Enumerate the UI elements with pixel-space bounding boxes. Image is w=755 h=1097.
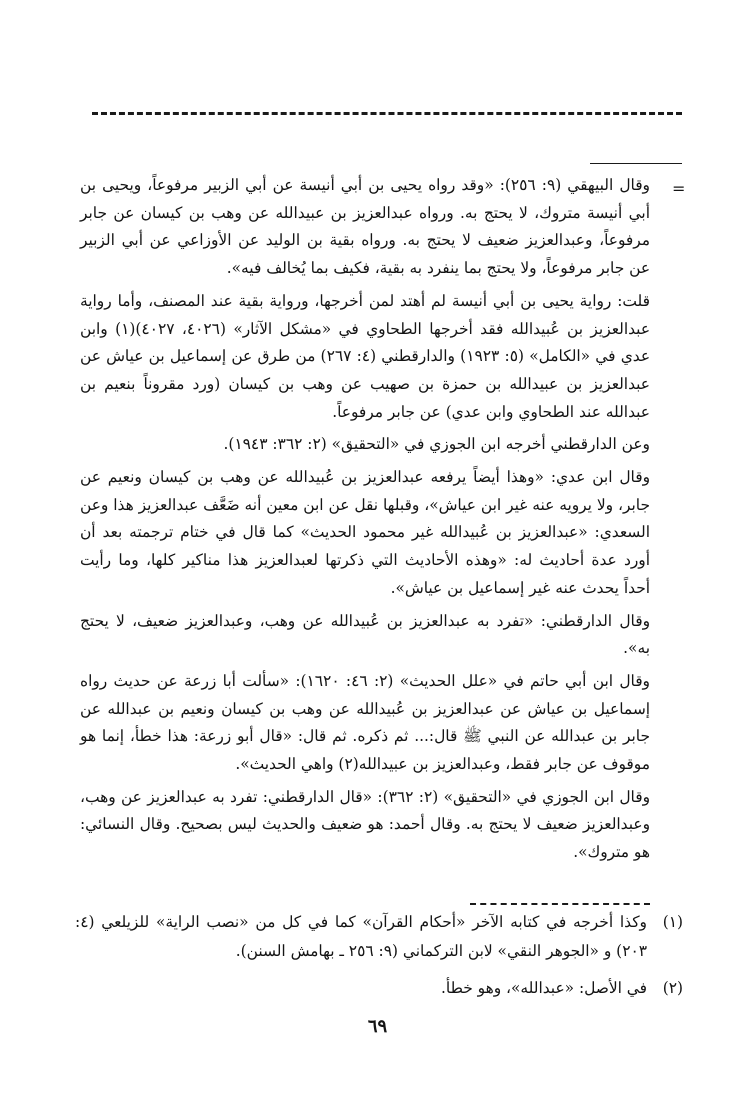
footnote-text: وكذا أخرجه في كتابه الآخر «أحكام القرآن» كما في كل من «نصب الراية» للزيلعي (٤: ٢٠٣) و «الجوهر النقي» لابن التركماني (٩: ٢٥٦ ـ بهامش السنن). — [75, 913, 647, 960]
paragraph: قلت: رواية يحيى بن أبي أنيسة لم أهتد لمن أخرجها، ورواية بقية عند المصنف، وأما رواية عبدالعزيز بن عُبيدالله فقد أخرجها الطحاوي في «مشكل الآثار» (٤٠٢٦، ٤٠٢٧)(١) وابن عدي في «الكامل» (٥: ١٩٢٣) والدارقطني (٤: ٢٦٧) من طرق عن إسماعيل بن عياش عن عبدالعزيز بن عبيدالله بن حمزة بن صهيب عن وهب بن كيسان (ورد مقروناً بنعيم بن عبدالله عند الطحاوي وابن عدي) عن جابر مرفوعاً. — [80, 291, 651, 421]
page-number: ٦٩ — [367, 1016, 388, 1037]
footnote-number: (١) — [662, 913, 683, 931]
footnote-text: في الأصل: «عبدالله»، وهو خطأ. — [441, 979, 647, 997]
paragraph: وعن الدارقطني أخرجه ابن الجوزي في «التحقيق» (٢: ٣٦٢: ١٩٤٣). — [223, 435, 650, 454]
footnote — [75, 974, 683, 1003]
continuation-marker: = — [672, 179, 686, 198]
continuation-rule — [590, 163, 682, 164]
paragraph: وقال البيهقي (٩: ٢٥٦): «وقد رواه يحيى بن أبي أنيسة عن أبي الزبير مرفوعاً، ويحيى بن أبي أنيسة متروك، لا يحتج به. ورواه عبدالعزيز بن عبيدالله عن وهب بن كيسان عن جابر مرفوعاً، وعبدالعزيز ضعيف لا يحتج به. ورواه بقية بن الوليد عن الأوزاعي عن أبي الزبير عن جابر مرفوعاً، ولا يحتج بما ينفرد به بقية، فكيف بما يُخالف فيه». — [80, 176, 650, 278]
paragraph: وقال الدارقطني: «تفرد به عبدالعزيز بن عُبيدالله عن وهب، وعبدالعزيز ضعيف، لا يحتج به». — [80, 611, 650, 658]
footnote-number: (٢) — [662, 979, 683, 997]
paragraph: وقال ابن أبي حاتم في «علل الحديث» (٢: ٤٦: ١٦٢٠): «سألت أبا زرعة عن حديث رواه إسماعيل بن عياش عن عبدالعزيز بن عُبيدالله عن وهب بن كيسان ونعيم بن عبدالله عن جابر بن عبدالله عن النبي ﷺ قال:... ثم ذكره. ثم قال: «قال أبو زرعة: هذا خطأ، إنما هو موقوف عن جابر فقط، وعبدالعزيز بن عبيدالله(٢) واهي الحديث». — [80, 671, 650, 774]
paragraph: وقال ابن الجوزي في «التحقيق» (٢: ٣٦٢): «قال الدارقطني: تفرد به عبدالعزيز عن وهب، وعبدالعزيز ضعيف لا يحتج به. وقال أحمد: هو ضعيف والحديث ليس بصحيح. وقال النسائي: هو متروك». — [80, 787, 651, 862]
footnote-separator — [470, 903, 650, 905]
paragraph: وقال ابن عدي: «وهذا أيضاً يرفعه عبدالعزيز بن عُبيدالله عن وهب بن كيسان ونعيم عن جابر، ولا يرويه عنه غير ابن عياش»، وقبلها نقل عن ابن معين أنه ضَعَّف عبدالعزيز هذا وعن السعدي: «عبدالعزيز بن عُبيدالله غير محمود الحديث» كما قال في ختام ترجمته بعد أن أورد عدة أحاديث له: «وهذه الأحاديث التي ذكرتها لعبدالعزيز هذا مناكير كلها، وما رأيت أحداً يحدث عنه غير إسماعيل بن عياش». — [80, 468, 650, 597]
footnotes — [75, 908, 683, 1011]
main-text — [80, 172, 650, 872]
footnote — [75, 908, 683, 966]
top-dashed-rule — [92, 112, 682, 115]
